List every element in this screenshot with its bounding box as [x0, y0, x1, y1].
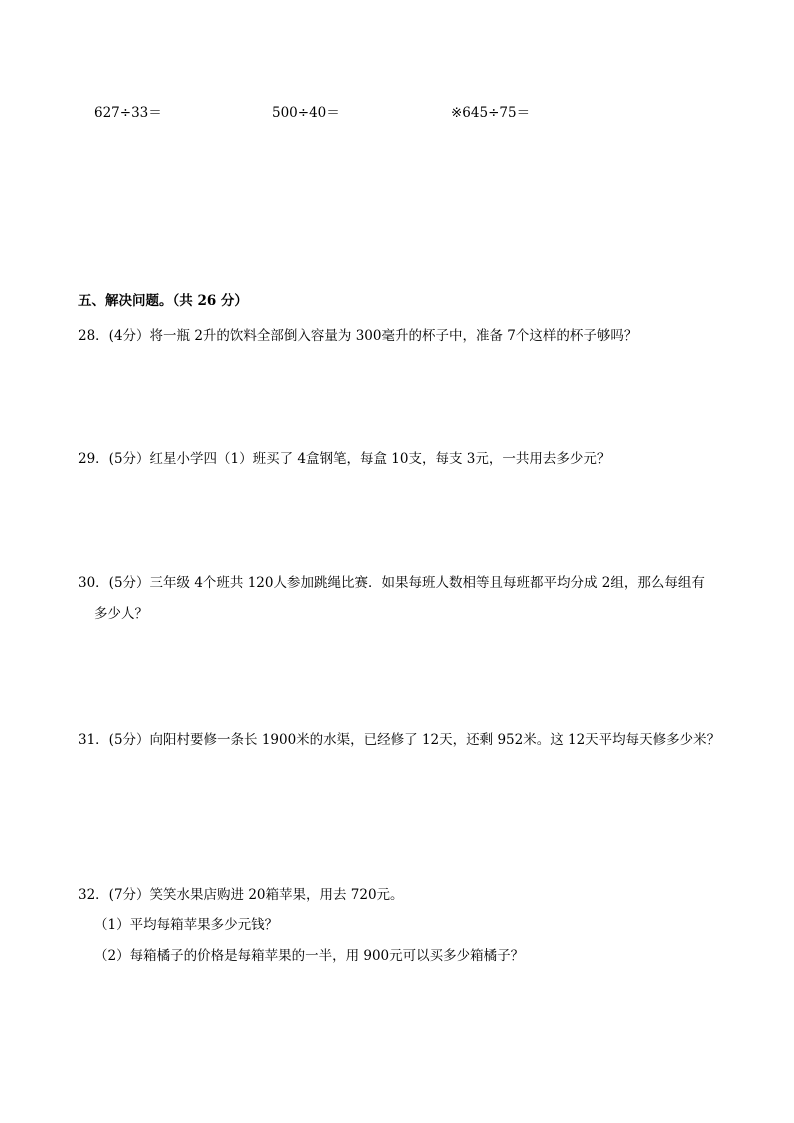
calculation-item: ※645÷75＝ [451, 105, 531, 121]
section-title: 五、解决问题。（共 26 分） [78, 293, 248, 309]
question-30-continuation: 多少人？ [94, 606, 148, 622]
question-28: 28．(4分）将一瓶 2升的饮料全部倒入容量为 300毫升的杯子中，准备 7个这样的杯子够吗？ [78, 328, 638, 344]
calculation-item: 500÷40＝ [272, 105, 340, 121]
question-30: 30．(5分）三年级 4个班共 120人参加跳绳比赛．如果每班人数相等且每班都平均分成 2组，那么每组有 [78, 575, 705, 591]
question-32: 32．(7分）笑笑水果店购进 20箱苹果，用去 720元。 [78, 887, 404, 903]
question-32-sub-1: （1）平均每箱苹果多少元钱？ [94, 917, 279, 933]
question-29: 29．(5分）红星小学四（1）班买了 4盒钢笔，每盒 10支，每支 3元，一共用去多少元？ [78, 451, 611, 467]
question-32-sub-2: （2）每箱橘子的价格是每箱苹果的一半，用 900元可以买多少箱橘子？ [94, 948, 525, 964]
calculation-item: 627÷33＝ [94, 105, 162, 121]
question-31: 31．(5分）向阳村要修一条长 1900米的水渠，已经修了 12天，还剩 952米。这 12天平均每天修多少米？ [78, 732, 721, 748]
